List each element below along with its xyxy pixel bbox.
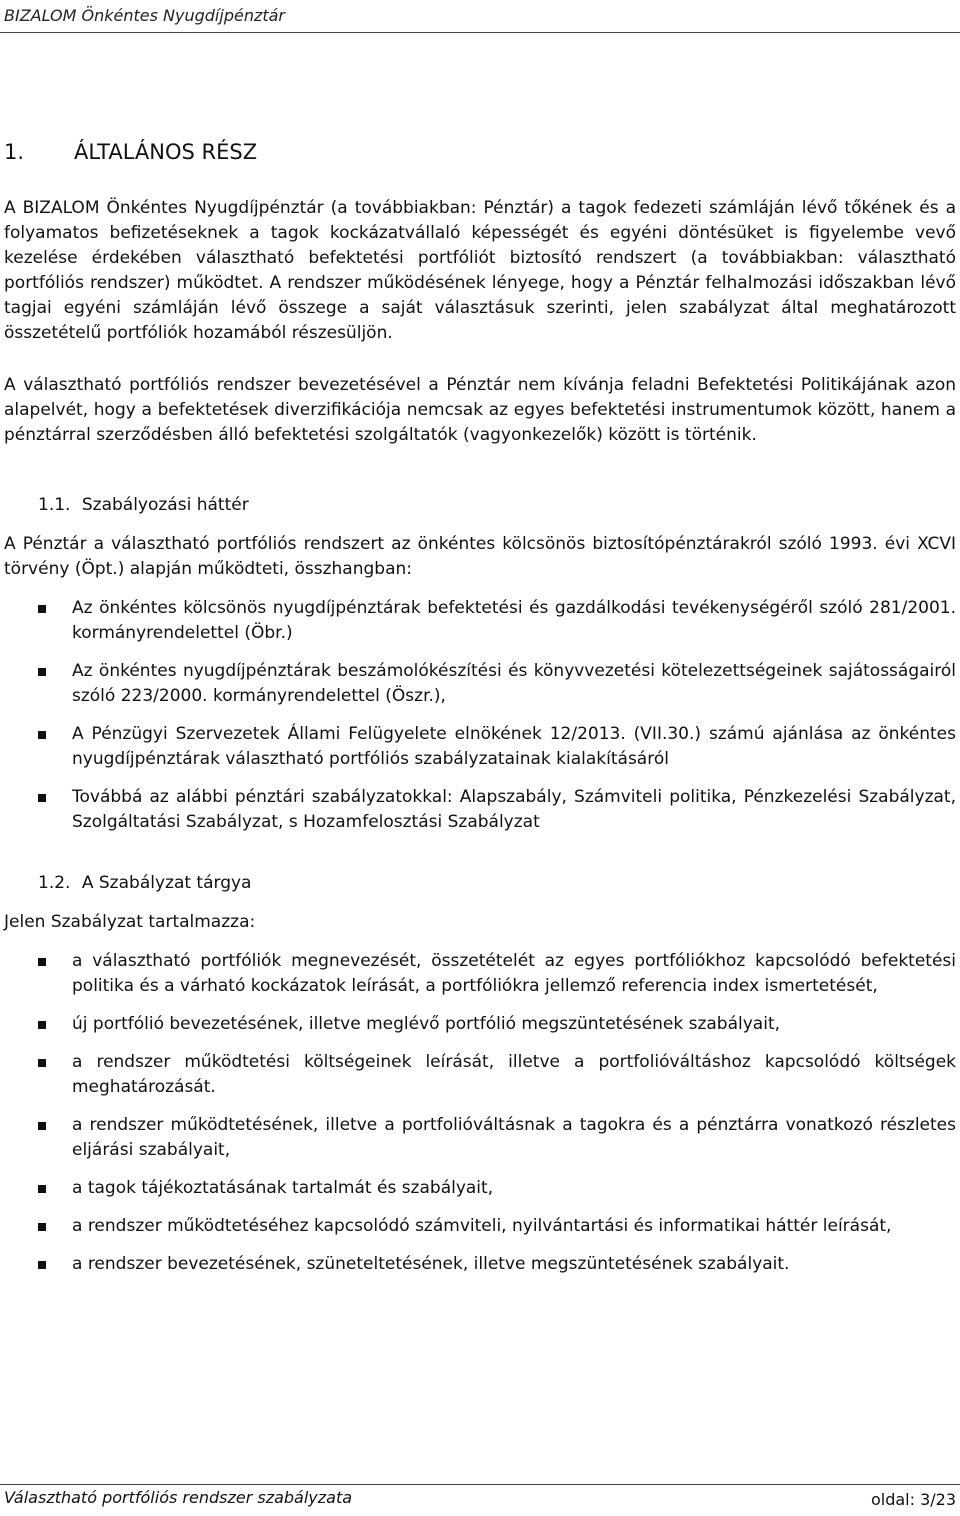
square-bullet-icon xyxy=(38,1059,46,1067)
subsection-title: Szabályozási háttér xyxy=(81,495,249,515)
list-item: a rendszer működtetési költségeinek leírását, illetve a portfolióváltáshoz kapcsolódó költségek meghatározását. xyxy=(4,1050,956,1100)
list-item: a választható portfóliók megnevezését, összetételét az egyes portfóliókhoz kapcsolódó befektetési politika és a várható kockázatok leírását, a portfóliókra jellemző referencia index ismertetését, xyxy=(4,949,956,999)
footer-divider xyxy=(0,1484,960,1485)
list-item: a rendszer működtetéséhez kapcsolódó számviteli, nyilvántartási és informatikai háttér leírását, xyxy=(4,1214,956,1239)
square-bullet-icon xyxy=(38,1261,46,1269)
subsection-number: 1.2. xyxy=(38,873,71,893)
square-bullet-icon xyxy=(38,1185,46,1193)
bullet-list xyxy=(4,949,956,1277)
square-bullet-icon xyxy=(38,605,46,613)
bullet-list xyxy=(4,596,956,835)
list-item: Továbbá az alábbi pénztári szabályzatokkal: Alapszabály, Számviteli politika, Pénzkezelési Szabályzat, Szolgáltatási Szabályzat, s Hozamfelosztási Szabályzat xyxy=(4,785,956,835)
list-item: A Pénzügyi Szervezetek Állami Felügyelete elnökének 12/2013. (VII.30.) számú ajánlása az önkéntes nyugdíjpénztárak választható portfóliós szabályzatainak kialakításáról xyxy=(4,722,956,772)
subsection-heading xyxy=(4,493,956,518)
list-item: a rendszer működtetésének, illetve a portfolióváltásnak a tagokra és a pénztárra vonatkozó részletes eljárási szabályait, xyxy=(4,1113,956,1163)
section-title: ÁLTALÁNOS RÉSZ xyxy=(74,140,258,164)
square-bullet-icon xyxy=(38,1223,46,1231)
paragraph: A választható portfóliós rendszer bevezetésével a Pénztár nem kívánja feladni Befektetési Politikájának azon alapelvét, hogy a befektetések diverzifikációja nemcsak az egyes befektetési instrumentumok között, hanem a pénztárral szerződésben álló befektetési szolgáltatók (vagyonkezelők) között is történik. xyxy=(4,375,956,445)
document-body xyxy=(4,196,956,1290)
page-number: oldal: 3/23 xyxy=(870,1490,956,1509)
subsection-intro: Jelen Szabályzat tartalmazza: xyxy=(4,912,256,932)
section-heading xyxy=(4,140,257,164)
square-bullet-icon xyxy=(38,1122,46,1130)
footer-document-title: Választható portfóliós rendszer szabályzata xyxy=(4,1488,353,1507)
square-bullet-icon xyxy=(38,1021,46,1029)
square-bullet-icon xyxy=(38,794,46,802)
paragraph: A BIZALOM Önkéntes Nyugdíjpénztár (a továbbiakban: Pénztár) a tagok fedezeti számláján lévő tőkének és a folyamatos befizetéseknek a tagok kockázatvállaló képességét és egyéni döntésüket is figyelembe vevő kezelése érdekében választható befektetési portfóliót biztosító rendszert (a továbbiakban: választható portfóliós rendszer) működtet. A rendszer működésének lényege, hogy a Pénztár felhalmozási időszakban lévő tagjai egyéni számláján lévő összege a saját választásuk szerinti, jelen szabályzat által meghatározott összetételű portfóliók hozamából részesüljön. xyxy=(4,198,956,343)
subsection-intro: A Pénztár a választható portfóliós rendszert az önkéntes kölcsönös biztosítópénztárakról szóló 1993. évi XCVI törvény (Öpt.) alapján működteti, összhangban: xyxy=(4,534,956,579)
square-bullet-icon xyxy=(38,668,46,676)
square-bullet-icon xyxy=(38,958,46,966)
square-bullet-icon xyxy=(38,731,46,739)
list-item: új portfólió bevezetésének, illetve meglévő portfólió megszüntetésének szabályait, xyxy=(4,1012,956,1037)
section-number: 1. xyxy=(4,140,25,164)
subsection-number: 1.1. xyxy=(38,495,71,515)
header-divider xyxy=(0,32,960,33)
subsection-heading xyxy=(4,871,956,896)
list-item: a tagok tájékoztatásának tartalmát és szabályait, xyxy=(4,1176,956,1201)
subsection-title: A Szabályzat tárgya xyxy=(81,873,252,893)
header-title: BIZALOM Önkéntes Nyugdíjpénztár xyxy=(4,6,286,25)
list-item: a rendszer bevezetésének, szüneteltetésének, illetve megszüntetésének szabályait. xyxy=(4,1252,956,1277)
list-item: Az önkéntes kölcsönös nyugdíjpénztárak befektetési és gazdálkodási tevékenységéről szóló 281/2001. kormányrendelettel (Öbr.) xyxy=(4,596,956,646)
list-item: Az önkéntes nyugdíjpénztárak beszámolókészítési és könyvvezetési kötelezettségeinek sajátosságairól szóló 223/2000. kormányrendelettel (Öszr.), xyxy=(4,659,956,709)
